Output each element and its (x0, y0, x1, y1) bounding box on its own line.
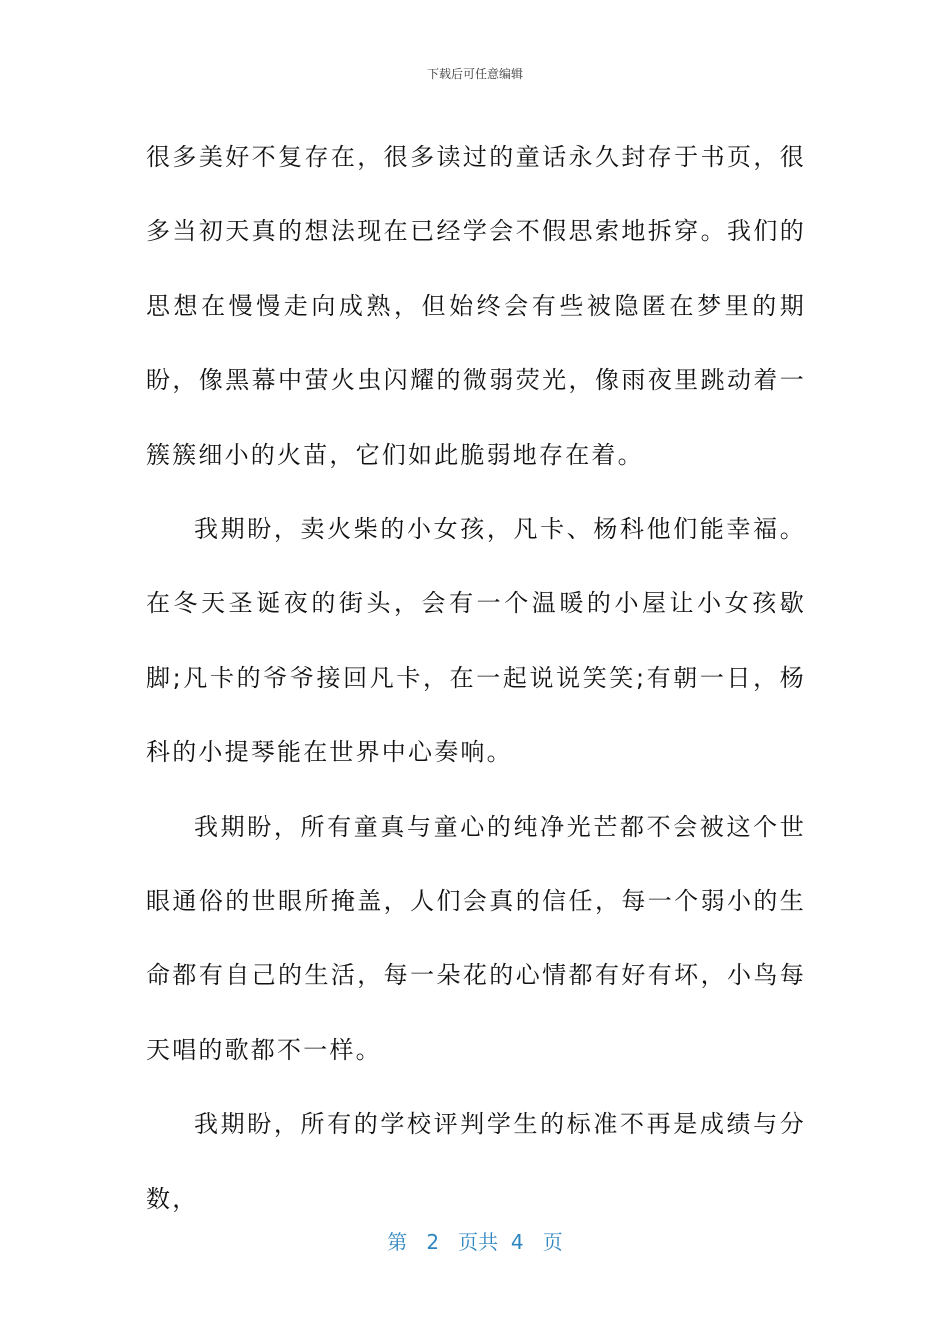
page-footer (0, 1226, 950, 1255)
footer-total-pages: 4 (510, 1230, 524, 1254)
footer-current-page: 2 (426, 1230, 440, 1254)
paragraph-2: 我期盼，卖火柴的小女孩，凡卡、杨科他们能幸福。在冬天圣诞夜的街头，会有一个温暖的小屋让小女孩歇脚;凡卡的爷爷接回凡卡，在一起说说笑笑;有朝一日，杨科的小提琴能在世界中心奏响。 (146, 515, 806, 767)
footer-middle: 页共 (458, 1230, 499, 1254)
paragraph-1: 很多美好不复存在，很多读过的童话永久封存于书页，很多当初天真的想法现在已经学会不假思索地拆穿。我们的思想在慢慢走向成熟，但始终会有些被隐匿在梦里的期盼，像黑幕中萤火虫闪耀的微弱荧光，像雨夜里跳动着一簇簇细小的火苗，它们如此脆弱地存在着。 (146, 143, 806, 469)
footer-suffix: 页 (542, 1230, 563, 1254)
page-header: 下载后可任意编辑 (426, 67, 523, 81)
paragraph-3: 我期盼，所有童真与童心的纯净光芒都不会被这个世眼通俗的世眼所掩盖，人们会真的信任，每一个弱小的生命都有自己的生活，每一朵花的心情都有好有坏，小鸟每天唱的歌都不一样。 (146, 812, 806, 1064)
document-body (146, 120, 806, 1236)
footer-prefix: 第 (387, 1230, 408, 1254)
paragraph-4: 我期盼，所有的学校评判学生的标准不再是成绩与分数， (146, 1110, 806, 1213)
